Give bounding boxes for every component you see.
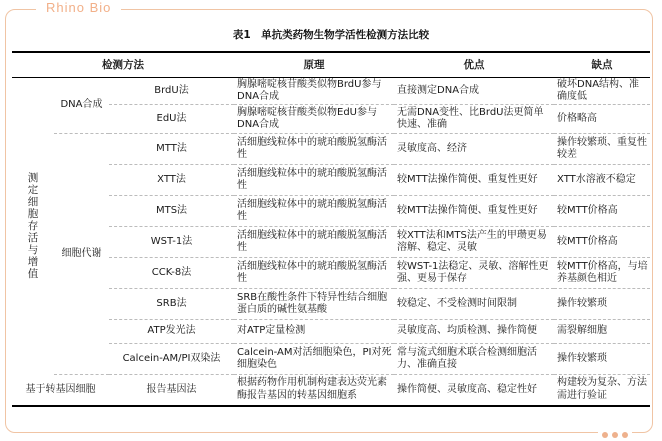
principle-cell: 胸腺嘧啶核苷酸类似物EdU参与DNA合成	[234, 105, 394, 134]
cons-cell: 较MTT价格高	[554, 196, 650, 227]
pros-cell: 较MTT法操作简便、重复性更好	[394, 165, 554, 196]
cons-cell: 较MTT价格高，与培养基颜色相近	[554, 258, 650, 289]
method-cell: XTT法	[109, 165, 234, 196]
pros-cell: 直接测定DNA合成	[394, 78, 554, 105]
method-cell: SRB法	[109, 289, 234, 320]
principle-cell: 根据药物作用机制构建表达荧光素酶报告基因的转基因细胞系	[234, 375, 394, 406]
header-row	[12, 52, 650, 78]
group-reporter: 基于转基因细胞	[12, 375, 109, 406]
principle-cell: 活细胞线粒体中的琥珀酸脱氢酶活性	[234, 165, 394, 196]
method-cell: BrdU法	[109, 78, 234, 105]
pros-cell: 灵敏度高、经济	[394, 134, 554, 165]
principle-cell: 活细胞线粒体中的琥珀酸脱氢酶活性	[234, 196, 394, 227]
pros-cell: 操作简便、灵敏度高、稳定性好	[394, 375, 554, 406]
decorative-dots	[598, 432, 632, 438]
cons-cell: 需裂解细胞	[554, 320, 650, 344]
principle-cell: 活细胞线粒体中的琥珀酸脱氢酶活性	[234, 258, 394, 289]
cons-cell: 破坏DNA结构、准确度低	[554, 78, 650, 105]
cons-cell: 价格略高	[554, 105, 650, 134]
method-cell: WST-1法	[109, 227, 234, 258]
method-cell: EdU法	[109, 105, 234, 134]
cons-cell: 操作较繁琐	[554, 289, 650, 320]
table-title: 表1 单抗类药物生物学活性检测方法比较	[232, 29, 430, 41]
pros-cell: 较MTT法操作简便、重复性更好	[394, 196, 554, 227]
table-row	[12, 134, 650, 165]
header-pros: 优点	[394, 52, 554, 78]
group-main: 测定细胞存活与增值	[27, 172, 39, 281]
pros-cell: 灵敏度高、均质检测、操作简便	[394, 320, 554, 344]
pros-cell: 无需DNA变性、比BrdU法更简单快速、准确	[394, 105, 554, 134]
pros-cell: 较稳定、不受检测时间限制	[394, 289, 554, 320]
table-row	[12, 375, 650, 406]
cons-cell: 构建较为复杂、方法需进行验证	[554, 375, 650, 406]
method-cell: MTT法	[109, 134, 234, 165]
cons-cell: 操作较繁琐、重复性较差	[554, 134, 650, 165]
pros-cell: 较WST-1法稳定、灵敏、溶解性更强、更易于保存	[394, 258, 554, 289]
method-cell: 报告基因法	[109, 375, 234, 406]
cons-cell: 较MTT价格高	[554, 227, 650, 258]
principle-cell: Calcein-AM对活细胞染色，PI对死细胞染色	[234, 344, 394, 375]
method-cell: ATP发光法	[109, 320, 234, 344]
header-cons: 缺点	[554, 52, 650, 78]
cons-cell: XTT水溶液不稳定	[554, 165, 650, 196]
method-cell: Calcein-AM/PI双染法	[109, 344, 234, 375]
method-cell: CCK-8法	[109, 258, 234, 289]
principle-cell: 活细胞线粒体中的琥珀酸脱氢酶活性	[234, 227, 394, 258]
principle-cell: 对ATP定量检测	[234, 320, 394, 344]
principle-cell: 活细胞线粒体中的琥珀酸脱氢酶活性	[234, 134, 394, 165]
group-dna: DNA合成	[54, 78, 109, 134]
table-row	[12, 78, 650, 105]
pros-cell: 较XTT法和MTS法产生的甲瓒更易溶解、稳定、灵敏	[394, 227, 554, 258]
cons-cell: 操作较繁琐	[554, 344, 650, 375]
principle-cell: SRB在酸性条件下特异性结合细胞蛋白质的碱性氨基酸	[234, 289, 394, 320]
header-principle: 原理	[234, 52, 394, 78]
pros-cell: 常与流式细胞术联合检测细胞活力、准确直接	[394, 344, 554, 375]
method-cell: MTS法	[109, 196, 234, 227]
group-metab: 细胞代谢	[54, 134, 109, 375]
comparison-table	[12, 51, 650, 407]
header-method: 检测方法	[12, 52, 234, 78]
brand-logo: Rhino Bio	[36, 0, 121, 15]
principle-cell: 胸腺嘧啶核苷酸类似物BrdU参与DNA合成	[234, 78, 394, 105]
